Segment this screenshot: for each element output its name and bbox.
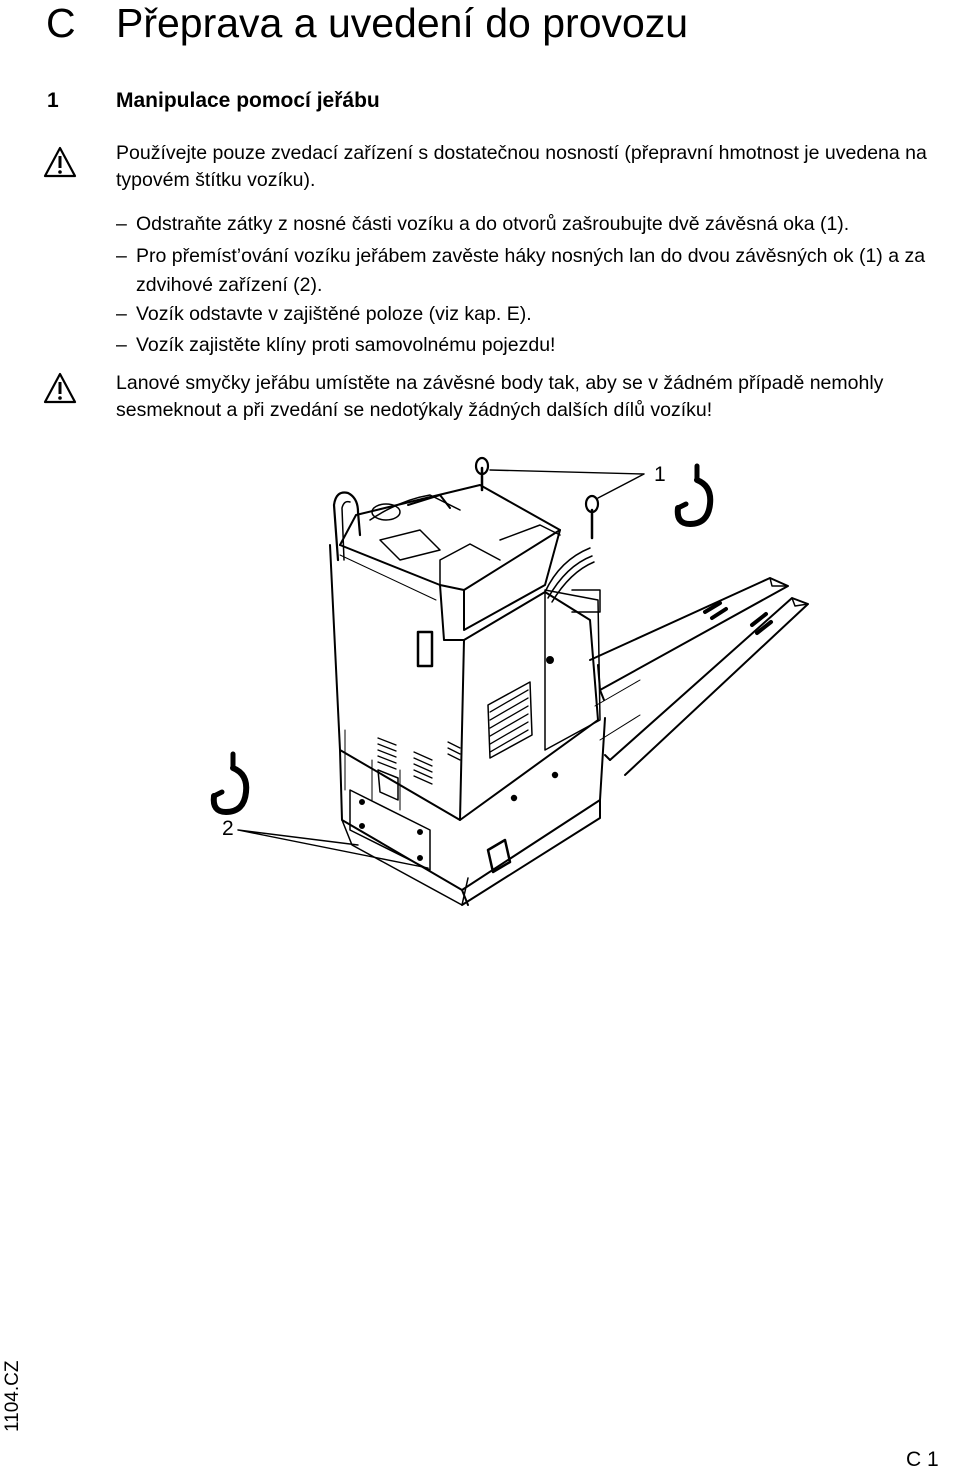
chapter-title: Přeprava a uvedení do provozu (116, 0, 689, 46)
page-number: C 1 (906, 1448, 939, 1471)
warning-icon (43, 146, 77, 178)
callout-label-1: 1 (654, 463, 666, 486)
section-title: Manipulace pomocí jeřábu (116, 89, 380, 112)
step-dash: – (116, 213, 127, 235)
crane-hook-icon (672, 460, 722, 536)
warning-icon (43, 372, 77, 404)
warning-text-1: Používejte pouze zvedací zařízení s dostatečnou nosností (přepravní hmotnost je uvedena na typovém štítku vozíku). (116, 142, 927, 191)
step-item: Odstraňte zátky z nosné části vozíku a do otvorů zašroubujte dvě závěsná oka (1). (136, 213, 850, 235)
step-dash: – (116, 245, 127, 267)
step-item: Pro přemíst’ování vozíku jeřábem zavěste háky nosných lan do dvou závěsných ok (1) a za zdvihové zařízení (2). (136, 245, 926, 296)
step-dash: – (116, 334, 127, 356)
warning-text-2: Lanové smyčky jeřábu umístěte na závěsné body tak, aby se v žádném případě nemohly sesmeknout a při zvedání se nedotýkaly žádných dalších dílů vozíku! (116, 372, 884, 421)
chapter-letter: C (46, 0, 76, 46)
callout-label-2: 2 (222, 817, 234, 840)
section-number: 1 (47, 89, 59, 112)
pallet-truck-illustration (200, 440, 960, 910)
step-item: Vozík odstavte v zajištěné poloze (viz kap. E). (136, 303, 532, 325)
crane-hook-icon (208, 748, 258, 824)
document-code: 1104.CZ (2, 1360, 23, 1432)
step-dash: – (116, 303, 127, 325)
step-item: Vozík zajistěte klíny proti samovolnému pojezdu! (136, 334, 556, 356)
